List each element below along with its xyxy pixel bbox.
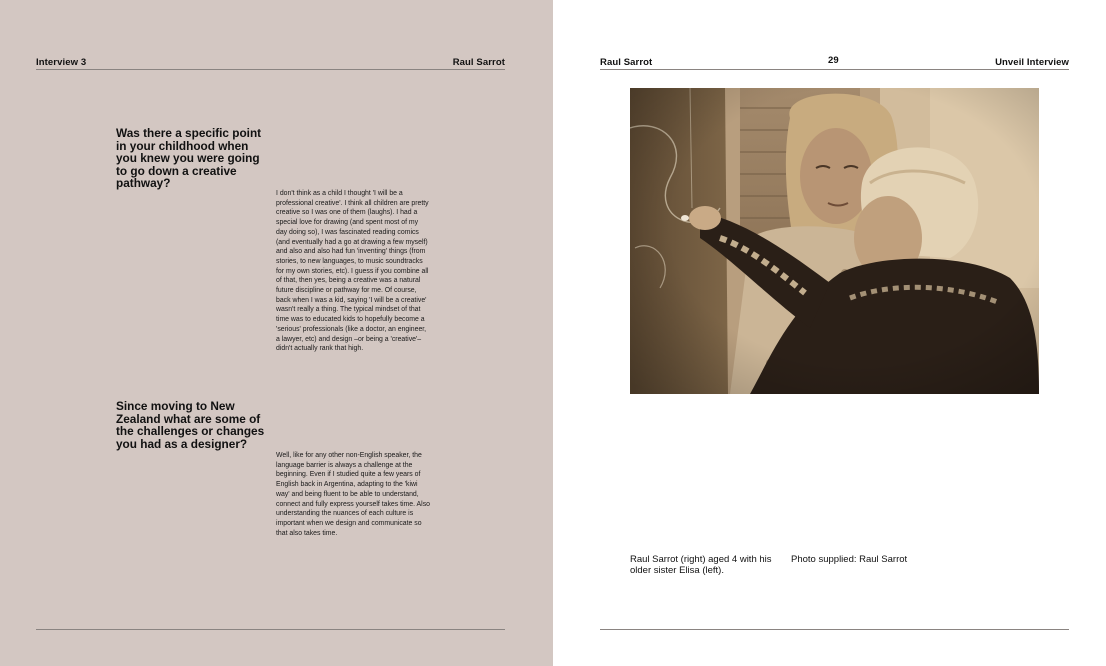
left-footer-rule [36,629,505,630]
photo-caption: Raul Sarrot (right) aged 4 with his older sister Elisa (left). [630,554,772,576]
right-footer-rule [600,629,1069,630]
page-number: 29 [828,55,839,66]
photo-credit: Photo supplied: Raul Sarrot [791,554,908,565]
right-header-author: Raul Sarrot [600,57,653,68]
right-header-publication: Unveil Interview [995,57,1069,68]
childhood-photo [630,88,1039,394]
answer-2: Well, like for any other non-English speaker, the language barrier is always a challenge at the beginning. Even if I studied quite a few years of English back in Argentina, adapting to the 'kiwi way' and being fluent to be able to understand, connect and fully express yourself takes time. Also understanding the nuances of each culture is important when we design and communicate so that also takes time. [276,452,430,537]
right-header-rule [600,69,1069,70]
left-header-rule [36,69,505,70]
question-1: Was there a specific point in your childhood when you knew you were going to go down a creative pathway? [116,126,262,191]
left-header-section: Interview 3 [36,57,87,68]
question-2: Since moving to New Zealand what are some of the challenges or changes you had as a designer? [116,399,265,451]
answer-1: I don't think as a child I thought 'I will be a professional creative'. I think all children are pretty creative so I was one of them (laughs). I had a special love for drawing (and spent most of my day doing so), I was fascinated reading comics (and eventually had a go at drawing a few myself) and also and also had fun 'inventing' things (from stories, to new languages, to music soundtracks for my own stories, etc). I guess if you combine all of that, then yes, being a creative was a natural future discipline or pathway for me. Of course, back when I was a kid, saying 'I will be a creative' wasn't really a thing. The typical mindset of that time was to educated kids to hopefully become a 'serious' professionals (like a doctor, an engineer, a lawyer, etc) and design –or being a 'creative'– didn't actually rank that high. [276,190,429,353]
left-header-author: Raul Sarrot [452,57,505,68]
